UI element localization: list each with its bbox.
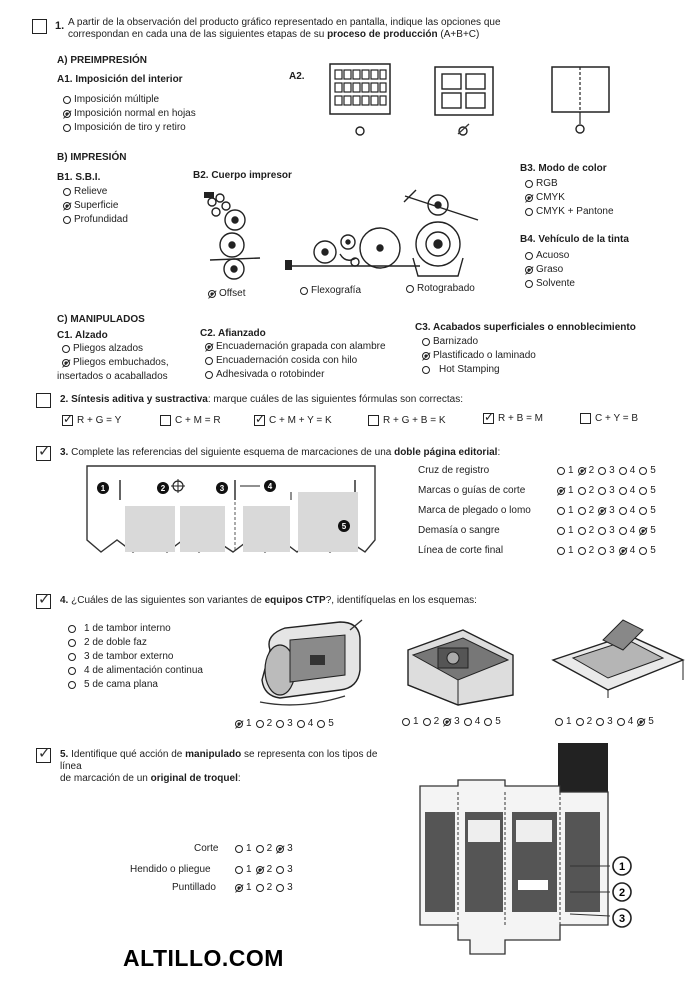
a1-option-3[interactable]: Imposición de tiro y retiro [63,122,186,133]
troquel-callout-3 [613,909,631,927]
c3-title: C3. Acabados superficiales o ennoblecimiento [415,322,636,333]
q5-row-1-label: Corte [194,843,219,854]
q2-formula-4[interactable]: R + G + B = K [368,415,446,426]
b2-option-offset[interactable]: Offset [208,288,246,299]
section-a-title: A) PREIMPRESIÓN [57,55,148,66]
svg-text:3: 3 [618,913,626,925]
q2-formula-6[interactable]: C + Y = B [580,413,638,424]
q1-text: A partir de la observación del producto gráfico representado en pantalla, indique las opciones que correspondan en cada una de las siguientes etapas de su proceso de producción (A+B+C) [68,17,501,40]
die-cut-box-diagram [410,740,640,962]
q2-checkbox[interactable] [36,393,51,408]
svg-text:1: 1 [100,484,106,493]
c3-option-3[interactable]: Hot Stamping [422,364,500,375]
q3-row-4-label: Demasía o sangre [418,525,500,536]
q4-diagram-1-options[interactable]: 1 2 3 4 5 [235,718,334,729]
q5-checkbox[interactable] [36,748,51,763]
a1-option-1[interactable]: Imposición múltiple [63,94,159,105]
c1-title: C1. Alzado [57,330,108,341]
b1-option-3[interactable]: Profundidad [63,214,128,225]
section-b-title: B) IMPRESIÓN [57,152,127,163]
q2-formula-3[interactable]: ✓ C + M + Y = K [254,415,332,426]
q4-checkbox[interactable] [36,594,51,609]
svg-text:2: 2 [160,484,166,493]
b3-option-2[interactable]: CMYK [525,192,565,203]
q4-item-4: 4 de alimentación continua [68,665,203,676]
q2-formula-5[interactable]: ✓ R + B = M [483,413,543,424]
rotogravure-press-diagram [404,190,478,276]
q3-row-5-options[interactable]: 1 2 3 4 5 [557,545,656,556]
c1-option-1[interactable]: Pliegos alzados [62,343,143,354]
q4-item-2: 2 de doble faz [68,637,147,648]
q5-row-3-label: Puntillado [172,882,216,893]
q3-row-3-label: Marca de plegado o lomo [418,505,531,516]
a2-title: A2. [289,71,305,82]
c2-option-1[interactable]: Encuadernación grapada con alambre [205,341,386,352]
q1-number: 1. [55,20,65,32]
b3-option-1[interactable]: RGB [525,178,558,189]
q4-item-5: 5 de cama plana [68,679,158,690]
mark-callout-3 [216,482,228,494]
svg-text:1: 1 [618,861,626,873]
imposition-multiple-diagram [330,64,390,135]
q4-diagram-2-options[interactable]: 1 2 3 4 5 [402,716,501,727]
q5-row-3-options[interactable]: 1 2 3 [235,882,293,893]
q3-row-2-label: Marcas o guías de corte [418,485,526,496]
svg-text:3: 3 [219,484,225,493]
q4-diagram-3-options[interactable]: 1 2 3 4 5 [555,716,654,727]
q3-row-2-options[interactable]: 1 2 3 4 5 [557,485,656,496]
q2-formula-1[interactable]: ✓ R + G = Y [62,415,121,426]
b2-title: B2. Cuerpo impresor [193,170,292,181]
c3-option-2[interactable]: Plastificado o laminado [422,350,536,361]
c2-option-2[interactable]: Encuadernación cosida con hilo [205,355,357,366]
q4-item-3: 3 de tambor externo [68,651,174,662]
b4-option-2[interactable]: Graso [525,264,563,275]
b4-title: B4. Vehículo de la tinta [520,234,629,245]
mark-callout-2 [157,482,169,494]
b1-option-2[interactable]: Superficie [63,200,118,211]
q4-text: 4. ¿Cuáles de las siguientes son variantes de equipos CTP?, identifíquelas en los esquemas: [60,595,477,606]
b2-press-diagrams [190,180,480,285]
q3-row-5-label: Línea de corte final [418,545,504,556]
q5-row-2-options[interactable]: 1 2 3 [235,864,293,875]
ctp-external-drum-diagram [403,610,518,708]
q5-row-2-label: Hendido o pliegue [130,864,211,875]
troquel-callout-1 [613,857,631,875]
a1-title: A1. Imposición del interior [57,74,183,85]
c1-option-2-cont: insertados o acaballados [57,371,168,382]
mark-callout-5 [338,520,350,532]
c3-option-1[interactable]: Barnizado [422,336,478,347]
q5-row-1-options[interactable]: 1 2 3 [235,843,293,854]
flexography-press-diagram [285,228,420,270]
footer-logo: ALTILLO.COM [123,945,284,971]
q3-row-1-label: Cruz de registro [418,465,490,476]
q3-row-4-options[interactable]: 1 2 3 4 5 [557,525,656,536]
c2-title: C2. Afianzado [200,328,266,339]
b4-option-1[interactable]: Acuoso [525,250,569,261]
q1-checkbox[interactable] [32,19,47,34]
b3-title: B3. Modo de color [520,163,607,174]
b2-option-rotogravure[interactable]: Rotograbado [406,283,475,294]
b3-option-3[interactable]: CMYK + Pantone [525,206,614,217]
ctp-internal-drum-diagram [250,610,370,708]
offset-press-diagram [204,192,260,279]
q5-text: 5. Identifique qué acción de manipulado se representa con los tipos de línea de marcación de un original de troquel: [60,749,378,784]
b1-option-1[interactable]: Relieve [63,186,107,197]
q3-marks-diagram [85,462,385,562]
q2-formula-2[interactable]: C + M = R [160,415,221,426]
q3-row-1-options[interactable]: 1 2 3 4 5 [557,465,656,476]
a2-imposition-diagrams [320,62,620,140]
b2-option-flexography[interactable]: Flexografía [300,285,361,296]
ctp-flatbed-diagram [548,610,688,700]
q3-row-3-options[interactable]: 1 2 3 4 5 [557,505,656,516]
a1-option-2[interactable]: Imposición normal en hojas [63,108,196,119]
b4-option-3[interactable]: Solvente [525,278,575,289]
svg-text:2: 2 [618,887,626,899]
mark-callout-4 [264,480,276,492]
q3-checkbox[interactable] [36,446,51,461]
c2-option-3[interactable]: Adhesivada o rotobinder [205,369,324,380]
q4-item-1: 1 de tambor interno [68,623,171,634]
troquel-callout-2 [613,883,631,901]
q3-text: 3. Complete las referencias del siguiente esquema de marcaciones de una doble página editorial: [60,447,501,458]
svg-text:5: 5 [341,522,347,531]
svg-text:4: 4 [267,482,273,491]
section-c-title: C) MANIPULADOS [57,314,145,325]
imposition-normal-diagram [435,67,493,135]
imposition-tiro-retiro-diagram [552,67,609,133]
c1-option-2[interactable]: Pliegos embuchados, [62,357,169,368]
mark-callout-1 [97,482,109,494]
b1-title: B1. S.B.I. [57,172,101,183]
q2-text: 2. Síntesis aditiva y sustractiva: marque cuáles de las siguientes fórmulas son correctas: [60,394,463,405]
